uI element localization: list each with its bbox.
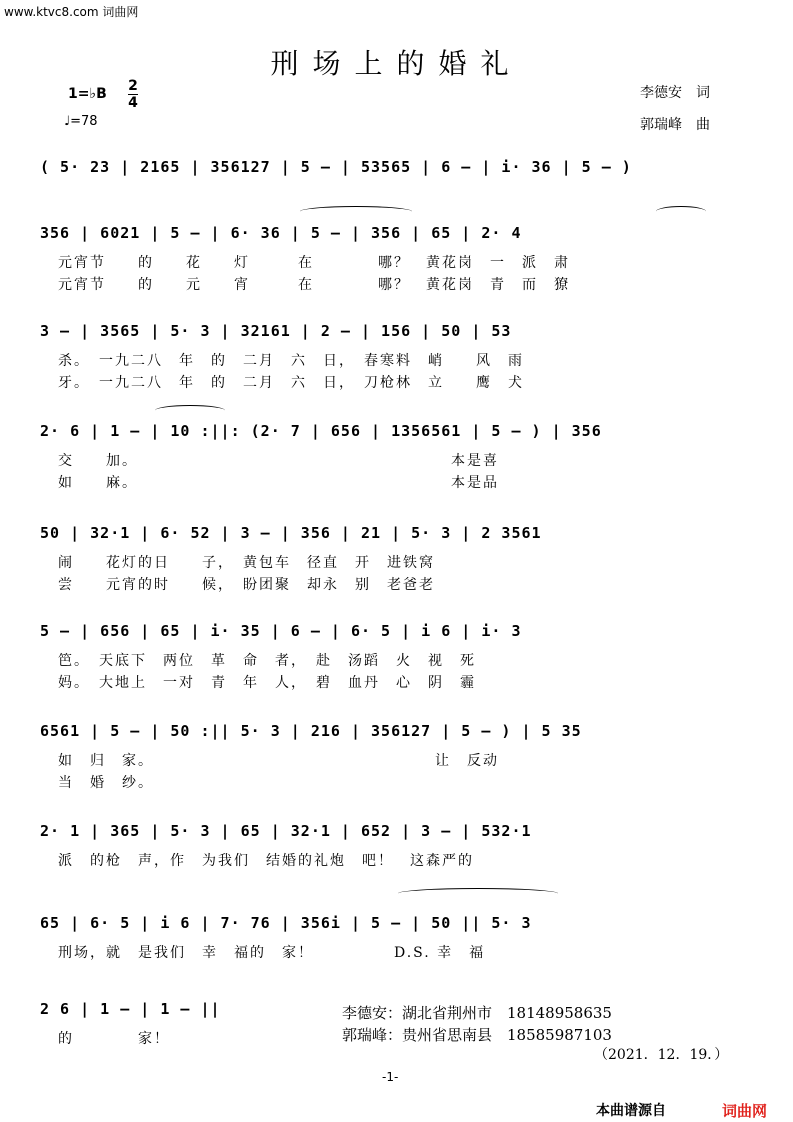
site-watermark: www.ktvc8.com 词曲网 [4,5,139,19]
notation-line-9: 65 | 6· 5 | i 6 | 7· 76 | 356i | 5 – | 50 || 5· 3 [40,914,532,932]
notation-line-6: 5 – | 656 | 65 | i· 35 | 6 – | 6· 5 | i 6 | i· 3 [40,622,522,640]
notation-line-8: 2· 1 | 365 | 5· 3 | 65 | 32·1 | 652 | 3 – | 532·1 [40,822,532,840]
notation-line-5: 50 | 32·1 | 6· 52 | 3 – | 356 | 21 | 5· 3 | 2 3561 [40,524,542,542]
slur-mark [398,888,558,899]
lyric-line-10a: 的 家！ [58,1031,170,1047]
lyric-line-9a: 刑场，就 是我们 幸 福的 家！ D.S. 幸 福 [58,945,486,961]
notation-line-1: ( 5· 23 | 2165 | 356127 | 5 – | 53565 | 6 – | i· 36 | 5 – ) [40,158,632,176]
contact-lyricist: 李德安：湖北省荆州市 18148958635 [342,1004,612,1022]
footer-logo[interactable]: 词曲网 [722,1102,768,1120]
tempo-marking: ♩=78 [64,114,98,129]
notation-line-7: 6561 | 5 – | 50 :|| 5· 3 | 216 | 356127 | 5 – ) | 5 35 [40,722,582,740]
lyric-line-8a: 派 的枪 声，作 为我们 结婚的礼炮 吧！ 这森严的 [58,853,474,869]
notation-line-4: 2· 6 | 1 – | 10 :||: (2· 7 | 656 | 1356561 | 5 – ) | 356 [40,422,602,440]
time-signature [128,78,138,111]
lyric-line-7a: 如 归 家。 让 反动 [58,753,499,769]
meter-top: 2 [128,78,138,94]
contact-composer: 郭瑞峰：贵州省思南县 18585987103 [342,1026,612,1044]
notation-line-10: 2 6 | 1 – | 1 – || [40,1000,221,1018]
slur-mark [155,405,225,416]
lyric-line-5b: 尝 元宵的时 候， 盼团聚 却永 别 老爸老 [58,577,435,593]
slur-mark [300,206,412,217]
lyric-line-5a: 闹 花灯的日 子， 黄包车 径直 开 进铁窝 [58,555,435,571]
lyric-line-2a: 元宵节 的 花 灯 在 哪？ 黄花岗 一 派 肃 [58,255,570,271]
notation-line-2: 356 | 6021 | 5 – | 6· 36 | 5 – | 356 | 65 | 2· 4 [40,224,522,242]
notation-line-3: 3 – | 3565 | 5· 3 | 32161 | 2 – | 156 | 50 | 53 [40,322,512,340]
page-number: -1- [382,1070,399,1084]
footer-source-text: 本曲谱源自 [596,1103,666,1119]
lyricist-credit: 李德安 词 [640,85,710,101]
key-signature: 1=♭B [68,86,107,102]
meter-bottom: 4 [128,95,138,111]
slur-mark [656,206,706,217]
composer-credit: 郭瑞峰 曲 [640,117,710,133]
lyric-line-4a: 交 加。 本是喜 [58,453,499,469]
song-title: 刑场上的婚礼 [270,47,523,80]
lyric-line-2b: 元宵节 的 元 宵 在 哪？ 黄花岗 青 而 獠 [58,277,570,293]
date-stamp: （2021．12．19．） [594,1047,729,1063]
lyric-line-6b: 妈。 大地上 一对 青 年 人， 碧 血丹 心 阴 霾 [58,675,476,691]
lyric-line-3b: 牙。 一九二八 年 的 二月 六 日， 刀枪林 立 鹰 犬 [58,375,524,391]
lyric-line-3a: 杀。 一九二八 年 的 二月 六 日， 春寒料 峭 风 雨 [58,353,524,369]
lyric-line-7b: 当 婚 纱。 [58,775,154,791]
lyric-line-6a: 笆。 天底下 两位 革 命 者， 赴 汤蹈 火 视 死 [58,653,476,669]
lyric-line-4b: 如 麻。 本是品 [58,475,499,491]
